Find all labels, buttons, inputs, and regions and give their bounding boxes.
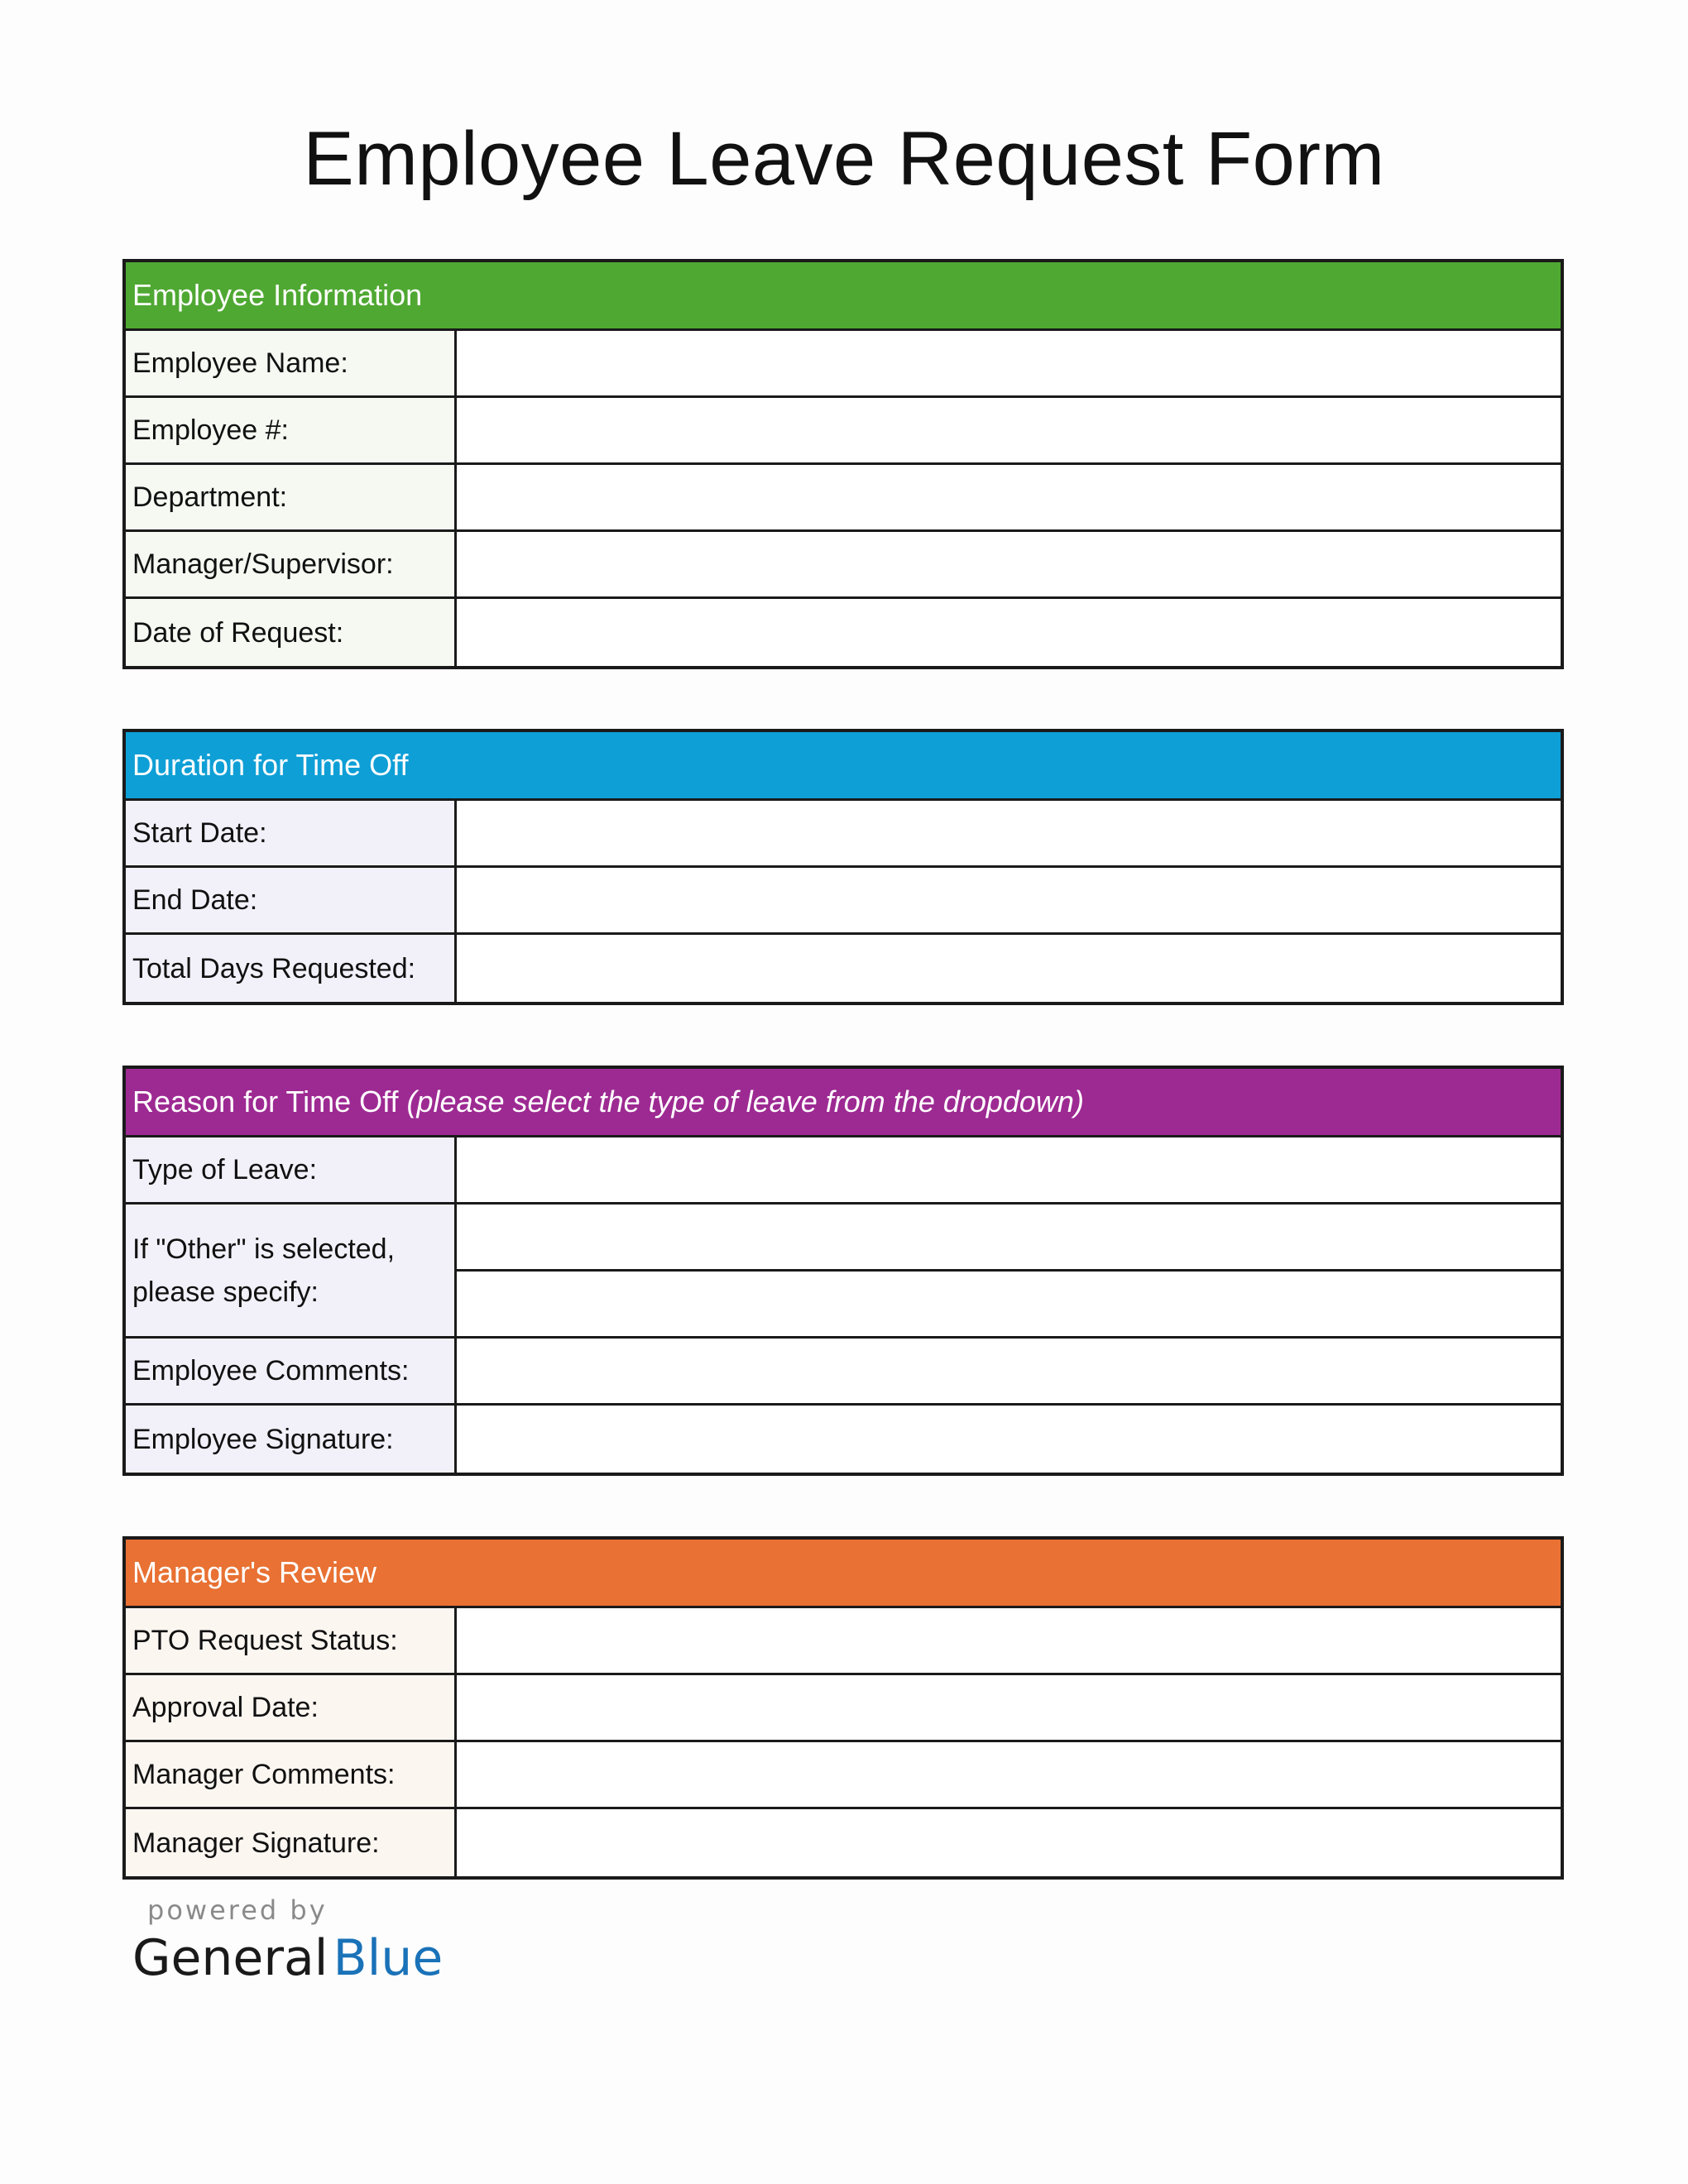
field-label: End Date: — [126, 868, 457, 932]
employee-name-field[interactable] — [457, 331, 1561, 395]
field-label: Manager Signature: — [126, 1809, 457, 1876]
form-row-date-of-request — [126, 599, 1561, 666]
form-row-other-specify — [126, 1205, 1561, 1339]
form-row-employee-name — [126, 331, 1561, 398]
field-label: If "Other" is selected, please specify: — [126, 1205, 457, 1336]
field-label: Employee Signature: — [126, 1406, 457, 1473]
field-label: Date of Request: — [126, 599, 457, 666]
employee-number-field[interactable] — [457, 398, 1561, 462]
logo-blue-text: Blue — [333, 1929, 444, 1987]
section-header-manager-review: Manager's Review — [126, 1540, 1561, 1608]
generalblue-logo — [132, 1929, 443, 1987]
page-title: Employee Leave Request Form — [303, 117, 1385, 201]
field-label: Start Date: — [126, 801, 457, 865]
field-label: Employee Name: — [126, 331, 457, 395]
field-label: Type of Leave: — [126, 1138, 457, 1202]
form-row-type-of-leave — [126, 1138, 1561, 1205]
type-of-leave-dropdown[interactable] — [457, 1138, 1561, 1202]
other-specify-field-line-1[interactable] — [457, 1205, 1561, 1269]
employee-information-section — [122, 259, 1564, 669]
brand-logo — [132, 1894, 443, 1987]
field-label: PTO Request Status: — [126, 1608, 457, 1673]
manager-signature-field[interactable] — [457, 1809, 1561, 1876]
field-label: Employee Comments: — [126, 1339, 457, 1403]
form-row-pto-status — [126, 1608, 1561, 1675]
end-date-field[interactable] — [457, 868, 1561, 932]
reason-section — [122, 1066, 1564, 1476]
section-header-employee-information: Employee Information — [126, 262, 1561, 331]
form-row-end-date — [126, 868, 1561, 935]
employee-signature-field[interactable] — [457, 1406, 1561, 1473]
approval-date-field[interactable] — [457, 1675, 1561, 1740]
other-specify-fields — [457, 1205, 1561, 1336]
form-row-manager-comments — [126, 1742, 1561, 1809]
form-row-approval-date — [126, 1675, 1561, 1742]
section-header-duration: Duration for Time Off — [126, 732, 1561, 801]
form-row-employee-number — [126, 398, 1561, 465]
section-header-reason — [126, 1069, 1561, 1138]
employee-comments-field[interactable] — [457, 1339, 1561, 1403]
field-label: Manager/Supervisor: — [126, 532, 457, 596]
form-row-manager-signature — [126, 1809, 1561, 1876]
field-label: Approval Date: — [126, 1675, 457, 1740]
form-row-employee-signature — [126, 1406, 1561, 1473]
powered-by-text: powered by — [147, 1894, 328, 1926]
section-header-reason-title: Reason for Time Off — [132, 1085, 399, 1118]
form-row-employee-comments — [126, 1339, 1561, 1406]
manager-supervisor-field[interactable] — [457, 532, 1561, 596]
department-field[interactable] — [457, 465, 1561, 529]
total-days-field[interactable] — [457, 935, 1561, 1002]
manager-review-section — [122, 1536, 1564, 1880]
form-row-department — [126, 465, 1561, 532]
other-specify-field-line-2[interactable] — [457, 1269, 1561, 1336]
form-row-start-date — [126, 801, 1561, 868]
pto-status-field[interactable] — [457, 1608, 1561, 1673]
field-label: Employee #: — [126, 398, 457, 462]
form-row-total-days — [126, 935, 1561, 1002]
date-of-request-field[interactable] — [457, 599, 1561, 666]
field-label: Manager Comments: — [126, 1742, 457, 1807]
logo-general-text: General — [132, 1929, 328, 1987]
start-date-field[interactable] — [457, 801, 1561, 865]
section-header-reason-hint: (please select the type of leave from the dropdown) — [406, 1085, 1084, 1118]
manager-comments-field[interactable] — [457, 1742, 1561, 1807]
field-label: Department: — [126, 465, 457, 529]
field-label: Total Days Requested: — [126, 935, 457, 1002]
duration-section — [122, 729, 1564, 1005]
form-row-manager-supervisor — [126, 532, 1561, 599]
